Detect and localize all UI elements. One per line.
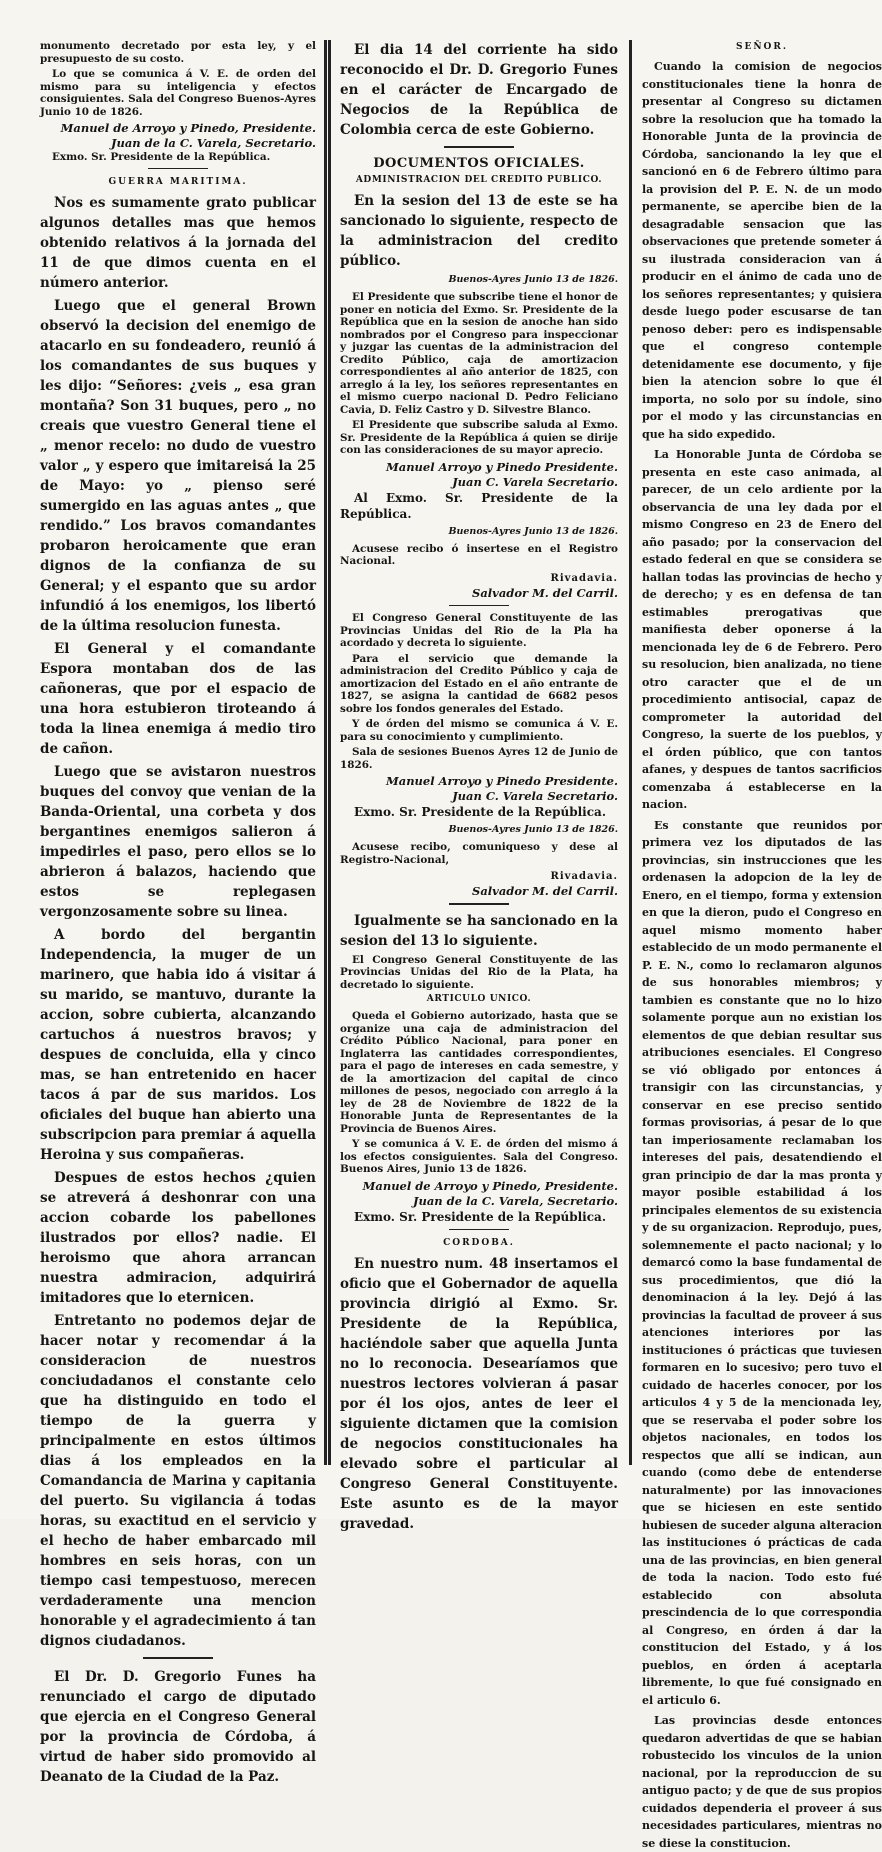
address-line: Exmo. Sr. Presidente de la República. xyxy=(52,151,271,163)
signature: Rivadavia. xyxy=(550,871,618,882)
separator xyxy=(444,146,514,148)
separator xyxy=(148,168,208,170)
section-heading: GUERRA MARITIMA. xyxy=(108,177,248,187)
paragraph: El Presidente que subscribe saluda al Exmo. Sr. Presidente de la República á quien se dirije con las consideraciones de su mayor aprecio. xyxy=(340,419,618,456)
column-rule xyxy=(324,40,327,1465)
signature: Rivadavia. xyxy=(550,572,618,584)
paragraph: Lo que se comunica á V. E. de orden del mismo para su inteligencia y efectos consiguientes. Sala del Congreso Buenos-Ayres Junio 10 de 1826. xyxy=(40,68,316,118)
signature: Manuel Arroyo y Pinedo Presidente. xyxy=(386,459,618,474)
signature: Juan de la C. Varela, Secretario. xyxy=(111,136,316,150)
separator xyxy=(143,1657,213,1659)
paragraph: Despues de estos hechos ¿quien se atreverá á deshonrar con una accion cobarde los pabellones ilustrados por ellos? nadie. El heroismo que ahora arrancan nuestra admiracion, adquirirá imitadores que lo eternicen. xyxy=(40,1170,316,1306)
paragraph: monumento decretado por esta ley, y el presupuesto de su costo. xyxy=(40,40,316,65)
paragraph: Luego que el general Brown observó la decision del enemigo de atacarlo en su fondeadero, reunió á los comandantes de sus buques y les dijo: “Señores: ¿veis „ esa gran montaña? Son 31 buques, pero „ no creais que vuestro General tiene el „ menor recelo: no dudo de vuestro valor „ y espero que imitareisá la 25 de Mayo: yo „ pienso seré sumergido en las aguas antes „ que rendido.” Los bravos comandantes probaron heroicamente que eran dignos de la confianza de su General; y el espanto que su ardor infundió á los enemigos, los libertó de la última resolucion funesta. xyxy=(40,298,316,634)
signature: Juan C. Varela Secretario. xyxy=(452,474,618,489)
paragraph: El Congreso General Constituyente de las Provincias Unidas del Rio de la Plata, ha decretado lo siguiente. xyxy=(340,953,618,991)
signature: Salvador M. del Carril. xyxy=(472,585,618,600)
separator xyxy=(449,605,509,607)
separator xyxy=(449,903,509,905)
paragraph: El Congreso General Constituyente de las Provincias Unidas del Rio de la Pla ha acordado y decreta lo siguiente. xyxy=(340,612,618,649)
paragraph: El General y el comandante Espora montaban dos de las cañoneras, que por el espacio de una hora estubieron tiroteando á toda la linea enemiga á medio tiro de cañon. xyxy=(40,641,316,757)
section-subtitle: ADMINISTRACION DEL CREDITO PUBLICO. xyxy=(355,175,603,185)
paragraph: Acusese recibo ó insertese en el Registro Nacional. xyxy=(340,542,618,567)
paragraph: Es constante que reunidos por primera vez los diputados de las provincias, sin instrucciones que les ordenasen la adopcion de la ley de Enero, en el tiempo, forma y extension en que la dieron, pudo el Congreso en aquel mismo momento haber establecido de un modo permanente el P. E. N., como lo reclamaron algunos de sus honorables miembros; y tambien es constante que no lo hizo solamente porque aun no existian los elementos de que debian resultar sus atribuciones esenciales. El Congreso se vió obligado por entonces á transigir con las circunstancias, y conservar en ese preciso sentido formas provisorias, á pesar de lo que tan imperiosamente reclamaban los intereses del pais, desatendiendo el gran principio de dar la mas pronta y mayor posible estabilidad á los principales elementos de su existencia y de su organizacion. Reprodujo, pues, solemnemente el pacto nacional; y lo demarcó como la base fundamental de sus procedimientos, que dió la denominacion á la ley. Dejó á las provincias la facultad de proveer á sus atenciones interiores por las instituciones ó prácticas que tuviesen formaren en lo sucesivo; pero tuvo el cuidado de hacerles conocer, por los articulos 4 y 5 de la mencionada ley, que se reservaba el poder sobre los objetos nacionales, en todos los respectos que allí se indican, aun cuando (como debe de entenderse naturalmente) por las innovaciones que se hiciesen en este sentido hubiesen de suceder alguna alteracion las instituciones ó prácticas de cada una de las provincias, en bien general de toda la nacion. Todo esto fué establecido con absoluta prescindencia de lo que correspondia al Congreso, en órden á dar la constitucion del Estado, y á los pueblos, en órden á aceptarla libremente, lo que fué consignado en el articulo 6. xyxy=(642,818,882,1707)
signature: Manuel de Arroyo y Pinedo, Presidente. xyxy=(362,1178,618,1193)
article-heading: ARTICULO UNICO. xyxy=(426,994,532,1004)
signature: Salvador M. del Carril. xyxy=(472,884,618,898)
signature: Juan de la C. Varela, Secretario. xyxy=(413,1193,618,1208)
separator xyxy=(449,1229,509,1231)
paragraph: A bordo del bergantin Independencia, la muger de un marinero, que habia ido á visitar á su marido, se mantuvo, durante la accion, sobre cubierta, alcanzando cartuchos á nuestros bravos; y despues de concluida, ella y cinco mas, se han entretenido en hacer tacos á par de sus maridos. Los oficiales del buque han abierto una subscripcion para premiar á aquella Heroina y sus compañeras. xyxy=(40,927,316,1163)
paragraph: En la sesion del 13 de este se ha sancionado lo siguiente, respecto de la administracion del credito público. xyxy=(340,193,618,269)
address-line: Exmo. Sr. Presidente de la República. xyxy=(354,1209,606,1224)
column-rule xyxy=(328,40,331,1465)
paragraph: Entretanto no podemos dejar de hacer notar y recomendar á la consideracion de nuestros conciudadanos el constante celo que ha distinguido en todo el tiempo de la guerra y principalmente en estos últimos dias á los empleados en la Comandancia de Marina y capitania del puerto. Su vigilancia á todas horas, su exactitud en el servicio y el hecho de haber embarcado mil hombres en seis horas, con un tiempo casi tempestuoso, merecen verdaderamente una mencion honorable y el agradecimiento á tan dignos ciudadanos. xyxy=(40,1313,316,1649)
column-middle xyxy=(340,40,618,1532)
paragraph: Sala de sesiones Buenos Ayres 12 de Junio de 1826. xyxy=(340,746,618,771)
paragraph: Luego que se avistaron nuestros buques del convoy que venian de la Banda-Oriental, una corbeta y dos bergantines enemigos salieron á impedirles el paso, pero ellos se lo abrieron á balazos, haciendo que estos se replegasen vergonzosamente sobre su linea. xyxy=(40,764,316,920)
paragraph: El Dr. D. Gregorio Funes ha renunciado el cargo de diputado que ejercia en el Congreso General por la provincia de Córdoba, á virtud de haber sido promovido al Deanato de la Ciudad de la Paz. xyxy=(40,1669,316,1785)
dateline: Buenos-Ayres Junio 13 de 1826. xyxy=(448,525,618,537)
column-left xyxy=(40,40,316,1785)
address-line: Exmo. Sr. Presidente de la República. xyxy=(354,805,606,819)
paragraph: El Presidente que subscribe tiene el honor de poner en noticia del Exmo. Sr. Presidente de la República que en la sesion de anoche han sido nombrados por el Congreso para inspeccionar y juzgar las cuentas de la administracion del Credito Público, caja de amortizacion correspondientes al año anterior de 1825, con arreglo á la ley, los señores representantes en el mismo cuerpo nacional D. Pedro Feliciano Cavia, D. Feliz Castro y D. Silvestre Blanco. xyxy=(340,291,618,416)
signature: Manuel de Arroyo y Pinedo, Presidente. xyxy=(60,121,316,135)
column-right xyxy=(642,40,882,1850)
signature: Manuel Arroyo y Pinedo Presidente. xyxy=(386,774,618,788)
dateline: Buenos-Ayres Junio 13 de 1826. xyxy=(448,824,618,835)
paragraph: Nos es sumamente grato publicar algunos detalles mas que hemos obtenido relativos á la jornada del 11 de que dimos cuenta en el número anterior. xyxy=(40,195,316,291)
signature: Juan C. Varela Secretario. xyxy=(452,789,618,803)
paragraph: El dia 14 del corriente ha sido reconocido el Dr. D. Gregorio Funes en el carácter de Encargado de Negocios de la República de Colombia cerca de este Gobierno. xyxy=(340,42,618,138)
address-line: Al Exmo. Sr. Presidente de la República. xyxy=(340,490,618,521)
paragraph: Acusese recibo, comuniqueso y dese al Registro-Nacional, xyxy=(340,841,618,866)
paragraph: La Honorable Junta de Córdoba se presenta en este caso animada, al parecer, de un celo ardiente por la observancia de una ley dada por el mismo Congreso en 23 de Enero del año pasado; por la conservacion del estado federal en que se considera se hallan todas las provincias de hecho y de derecho; y es en defensa de tan estimables prerogativas que manifiesta deber oponerse á la mencionada ley de 6 de Febrero. Pero su resolucion, bien analizada, no tiene otro caracter que el de un procedimiento antisocial, capaz de comprometer la autoridad del Congreso, la suerte de los pueblos, y el órden público, que con tantos afanes, y despues de tantos sacrificios comenzaba á establecerse en la nacion. xyxy=(642,448,882,811)
paragraph: Cuando la comision de negocios constitucionales tiene la honra de presentar al Congreso su dictamen sobre la resolucion que ha tomado la Honorable Junta de la provincia de Córdoba, sancionando la ley que el sancionó en 6 de Febrero último para la provision del P. E. N. de un modo permanente, se apercibe bien de la desagradable sensacion que las observaciones que pretende someter á su ilustrada consideracion van á producir en el ánimo de cada uno de los señores representantes; y quisiera desde luego poder escusarse de tan penoso deber: pero es indispensable que el congreso contemple detenidamente ese documento, y fije bien la atencion sobre lo que él importa, no solo por su índole, sino por el modo y las circunstancias en que ha sido expedido. xyxy=(642,60,882,441)
paragraph: En nuestro num. 48 insertamos el oficio que el Gobernador de aquella provincia dirigió al Exmo. Sr. Presidente de la República, haciéndole saber que aquella Junta no lo reconocia. Desearíamos que nuestros lectores volvieran á pasar por él los ojos, antes de leer el siguiente dictamen que la comision de negocios constitucionales ha elevado sobre el particular al Congreso General Constituyente. Este asunto es de la mayor gravedad. xyxy=(340,1256,618,1532)
paragraph: Para el servicio que demande la administracion del Credito Público y caja de amortizacion del Estado en el año entrante de 1827, se asigna la cantidad de 6682 pesos sobre los fondos generales del Estado. xyxy=(340,652,618,715)
dateline: Buenos-Ayres Junio 13 de 1826. xyxy=(448,274,618,285)
paragraph: Y se comunica á V. E. de órden del mismo á los efectos consiguientes. Sala del Congreso. Buenos Aires, Junio 13 de 1826. xyxy=(340,1138,618,1175)
paragraph: Queda el Gobierno autorizado, hasta que se organize una caja de administracion del Crédito Público Nacional, para poner en Inglaterra las cantidades correspondientes, para el pago de intereses en cada semestre, y de la amortizacion del capital de cinco millones de pesos, negociado con arreglo á la ley de 28 de Noviembre de 1822 de la Honorable Junta de Representantes de la Provincia de Buenos Aires. xyxy=(340,1010,618,1135)
paragraph: Igualmente se ha sancionado en la sesion del 13 lo siguiente. xyxy=(340,912,618,949)
section-title: DOCUMENTOS OFICIALES. xyxy=(373,156,585,171)
column-rule xyxy=(629,40,632,1465)
section-heading: CORDOBA. xyxy=(443,1238,515,1248)
paragraph: Y de órden del mismo se comunica á V. E. para su conocimiento y cumplimiento. xyxy=(340,718,618,743)
section-heading: SEÑOR. xyxy=(735,42,789,52)
paragraph: Las provincias desde entonces quedaron advertidas de que se habian robustecido los vinculos de la union nacional, por la reproduccion de su antiguo pacto; y de que de sus propios cuidados dependeria el proveer á sus necesidades particulares, mientras no se diese la constitucion. xyxy=(642,1714,882,1850)
